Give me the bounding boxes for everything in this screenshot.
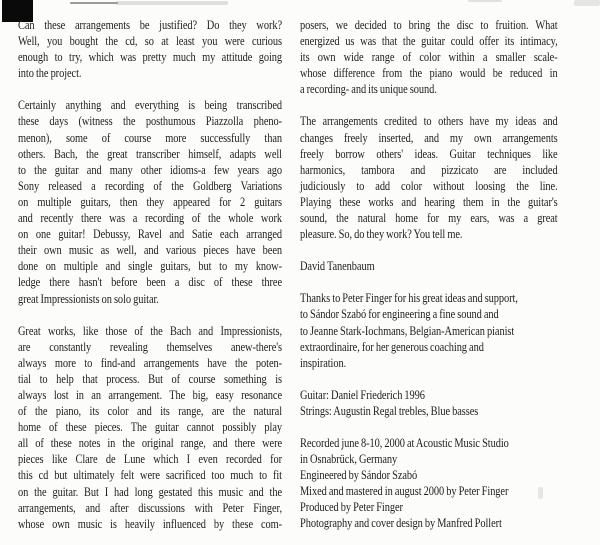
- scan-artifact: [70, 2, 118, 4]
- paragraph-transcriptions: Certainly anything and everything is being transcribed these days (witness the posthumous Piazzolla pheno- menon), some of course more successfully than others. Bach, the great transcriber himself, adapts well to the guitar and many other idioms-a few years ago Sony released a recording of the Goldberg Variations on multiple guitars, then they appeared for 2 guitars and recently there was a recording of the whole work on one guitar! Debussy, Ravel and Satie each arranged their own music as well, and various pieces have been done on multiple and single guitars, but to my know- ledge there hasn't before been a disc of these three great Impressionists on solo guitar.: [18, 97, 282, 306]
- author-signature: David Tanenbaum: [300, 258, 375, 274]
- equipment-list: Guitar: Daniel Friederich 1996 Strings: Augustin Regal trebles, Blue basses: [300, 386, 479, 418]
- paragraph-intro: Can these arrangements be justified? Do they work? Well, you bought the cd, so at least you were curious enough to try, which was pretty much my attitude going into the project.: [18, 17, 282, 81]
- paragraph-thanks: Thanks to Peter Finger for his great ideas and support, to Sándor Szabó for engineering a fine sound and to Jeanne Stark-Iochmans, Belgian-American pianist extraordinaire, for her generous coaching and inspiration.: [300, 290, 518, 370]
- scan-artifact: [468, 0, 502, 2]
- credits-list: Recorded june 8-10, 2000 at Acoustic Music Studio in Osnabrück, Germany Engineered by Sándor Szabó Mixed and mastered in august 2000 by Peter Finger Produced by Peter Finger Photography and cover design by Manfred Pollert: [300, 434, 509, 531]
- paragraph-great-works: Great works, like those of the Bach and Impressionists, are constantly revealing themselves anew-there's always more to find-and arrangements have the poten- tial to help that process. But of course something is always lost in an arrangement. The big, easy resonance of the piano, its color and its range, are the natural home of these pieces. The guitar cannot possibly play all of these notes in the original range, and there were pieces like Clare de Lune which I even recorded for this cd but ultimately felt were sacrificed too much to fit on the guitar. But I had long gestated this music and the arrangements, and after discussions with Peter Finger, whose own music is heavily influenced by these com-: [18, 322, 282, 531]
- paragraph-arrangements-credited: The arrangements credited to others have my ideas and changes freely inserted, and my own arrangements freely borrow others' ideas. Guitar techniques like harmonics, tambora and pizzicato are included judiciously to add color without loosing the line. Playing these works and hearing them in the guitar's sound, the natural home for my ears, was a great pleasure. So, do they work? You tell me.: [300, 113, 558, 242]
- scan-artifact: [574, 0, 600, 6]
- scan-artifact: [116, 1, 228, 5]
- paragraph-fruition: posers, we decided to bring the disc to fruition. What energized us was that the guitar could offer its intimacy, its own wide range of color within a smaller scale- whose difference from the piano would be reduced in a recording- and its unique sound.: [300, 17, 558, 97]
- text-column-right: [300, 17, 558, 532]
- text-column-left: [18, 17, 282, 532]
